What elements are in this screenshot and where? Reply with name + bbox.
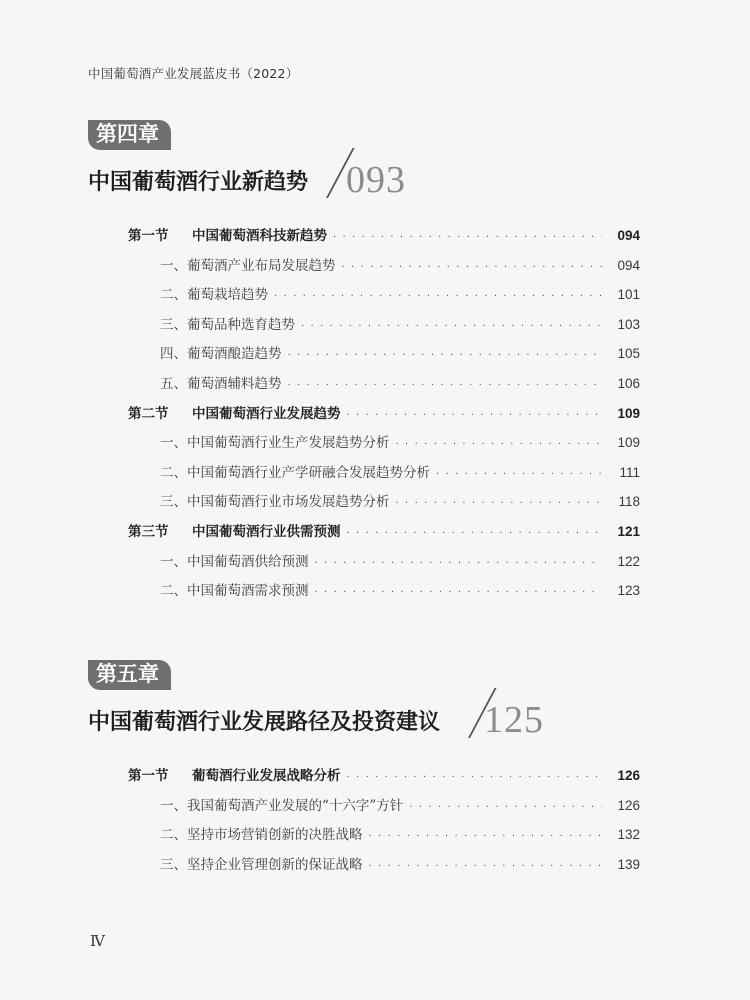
toc-page: 109 <box>617 405 640 421</box>
chapter-4 <box>88 120 640 609</box>
toc-page: 126 <box>617 797 640 813</box>
toc-label: 一、葡萄酒产业布局发展趋势 <box>160 257 336 274</box>
dot-leader <box>315 587 603 598</box>
toc-page: 123 <box>617 583 640 599</box>
dot-leader <box>288 350 603 361</box>
toc-label: 五、葡萄酒辅料趋势 <box>160 375 282 392</box>
section-number: 第一节 <box>128 228 169 244</box>
toc-page: 094 <box>617 257 640 273</box>
dot-leader <box>342 262 603 273</box>
toc-item-row[interactable] <box>88 342 640 372</box>
toc-item-row[interactable] <box>88 313 640 343</box>
dot-leader <box>347 772 603 783</box>
chapter-title: 中国葡萄酒行业发展路径及投资建议 <box>88 709 441 735</box>
toc-item-row[interactable] <box>88 461 640 491</box>
toc-label: 中国葡萄酒行业发展趋势 <box>192 405 341 422</box>
dot-leader <box>396 498 603 509</box>
toc-list <box>88 224 640 609</box>
toc-page: 139 <box>617 856 640 872</box>
toc-page: 132 <box>617 827 640 843</box>
chapter-badge: 第五章 <box>88 660 171 690</box>
toc-page: 126 <box>617 768 640 783</box>
toc-section-row[interactable] <box>88 224 640 254</box>
toc-label: 葡萄酒行业发展战略分析 <box>192 768 341 784</box>
dot-leader <box>369 861 603 872</box>
dot-leader <box>288 380 603 391</box>
toc-label: 二、中国葡萄酒需求预测 <box>160 583 309 600</box>
toc-item-row[interactable] <box>88 283 640 313</box>
toc-label: 一、中国葡萄酒供给预测 <box>160 553 309 570</box>
toc-section-row[interactable] <box>88 402 640 432</box>
chapter-badge: 第四章 <box>88 120 171 150</box>
toc-item-row[interactable] <box>88 794 640 824</box>
toc-section-row[interactable] <box>88 520 640 550</box>
dot-leader <box>396 439 603 450</box>
toc-label: 一、中国葡萄酒行业生产发展趋势分析 <box>160 435 390 452</box>
toc-page: 109 <box>617 435 640 451</box>
section-number: 第二节 <box>128 405 169 422</box>
toc-section-row[interactable] <box>88 764 640 794</box>
toc-label: 二、坚持市场营销创新的决胜战略 <box>160 827 363 844</box>
toc-label: 三、坚持企业管理创新的保证战略 <box>160 856 363 873</box>
toc-page: 101 <box>617 287 640 303</box>
toc-page: 106 <box>617 375 640 391</box>
chapter-page-number: 125 <box>484 699 544 741</box>
toc-page: 122 <box>617 553 640 569</box>
toc-item-row[interactable] <box>88 579 640 609</box>
toc-page: 118 <box>618 494 640 510</box>
section-number: 第三节 <box>128 523 169 540</box>
toc-item-row[interactable] <box>88 823 640 853</box>
dot-leader <box>409 802 602 813</box>
page-folio: Ⅳ <box>90 934 105 950</box>
toc-item-row[interactable] <box>88 254 640 284</box>
toc-page: 111 <box>619 464 640 480</box>
running-head: 中国葡萄酒产业发展蓝皮书（2022） <box>88 66 299 81</box>
toc-item-row[interactable] <box>88 372 640 402</box>
toc-item-row[interactable] <box>88 550 640 580</box>
toc-label: 一、我国葡萄酒产业发展的“十六字”方针 <box>160 797 404 814</box>
chapter-heading <box>88 694 640 744</box>
toc-label: 二、葡萄栽培趋势 <box>160 287 268 304</box>
toc-page: 094 <box>617 228 640 243</box>
toc-item-row[interactable] <box>88 431 640 461</box>
chapter-heading <box>88 154 640 204</box>
dot-leader <box>436 469 602 480</box>
chapter-5 <box>88 660 640 882</box>
dot-leader <box>347 410 603 421</box>
dot-leader <box>347 528 603 539</box>
dot-leader <box>369 831 603 842</box>
toc-item-row[interactable] <box>88 490 640 520</box>
toc-page: 103 <box>617 316 640 332</box>
section-number: 第一节 <box>128 768 169 784</box>
dot-leader <box>274 291 602 302</box>
toc-item-row[interactable] <box>88 853 640 883</box>
toc-label: 四、葡萄酒酿造趋势 <box>160 346 282 363</box>
toc-page: 105 <box>617 346 640 362</box>
toc-label: 二、中国葡萄酒行业产学研融合发展趋势分析 <box>160 464 430 481</box>
dot-leader <box>301 321 602 332</box>
toc-label: 三、中国葡萄酒行业市场发展趋势分析 <box>160 494 390 511</box>
toc-label: 中国葡萄酒科技新趋势 <box>192 228 327 244</box>
toc-label: 三、葡萄品种选育趋势 <box>160 316 295 333</box>
toc-list <box>88 764 640 882</box>
chapter-title: 中国葡萄酒行业新趋势 <box>88 169 309 195</box>
toc-page: 121 <box>617 523 640 539</box>
toc-label: 中国葡萄酒行业供需预测 <box>192 523 341 540</box>
dot-leader <box>333 232 602 243</box>
chapter-page-number: 093 <box>346 159 406 201</box>
dot-leader <box>315 558 603 569</box>
